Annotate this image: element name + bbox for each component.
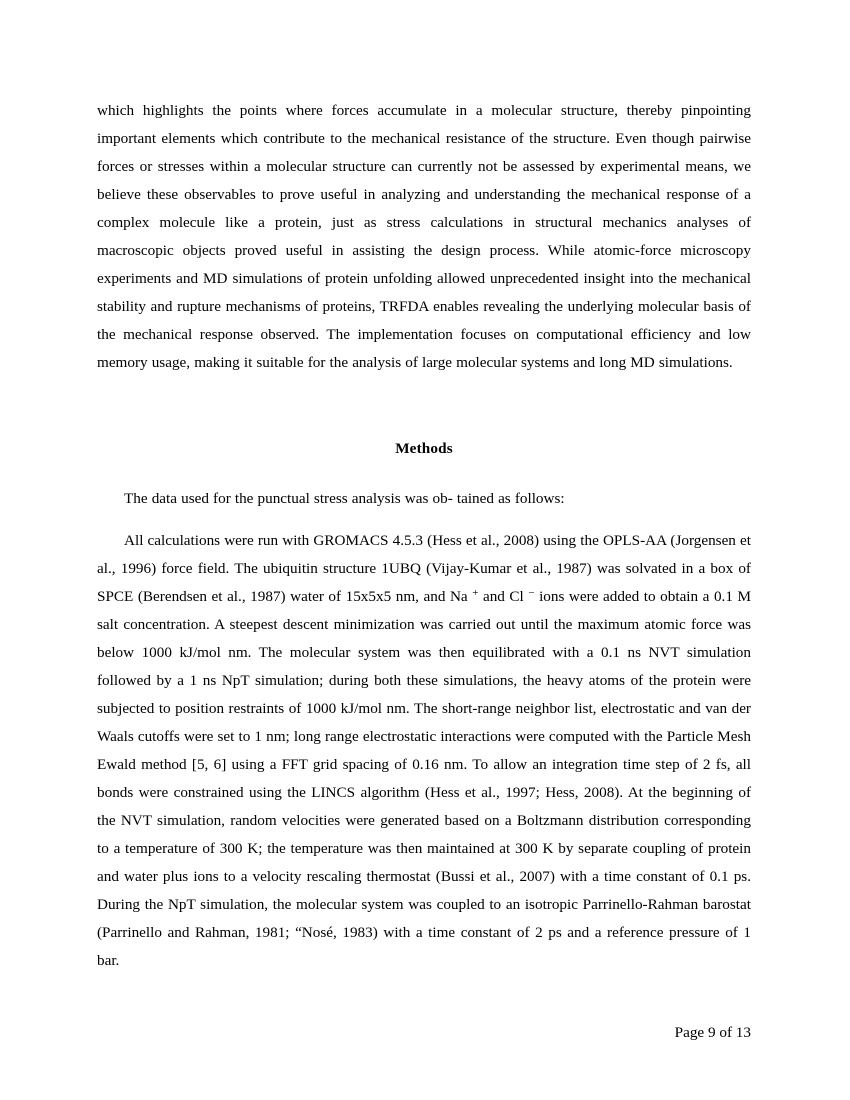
chloride-ion-charge-superscript: − [528, 587, 535, 600]
page-footer [97, 1022, 751, 1044]
spacer-between-paragraphs [97, 513, 751, 527]
spacer-before-heading [97, 377, 751, 435]
paragraph-methods-main [97, 527, 751, 975]
sodium-ion-charge-superscript: + [472, 587, 479, 600]
paragraph-methods-intro: The data used for the punctual stress analysis was ob- tained as follows: [124, 490, 565, 507]
spacer-after-heading [97, 463, 751, 485]
methods-main-text-part-2: and Cl [478, 588, 529, 605]
paragraph-continued-intro: which highlights the points where forces accumulate in a molecular structure, thereby pinpointing important elements which contribute to the mechanical resistance of the structure. Even though pairwise forces or stresses within a molecular structure can currently not be assessed by experimental means, we believe these observables to prove useful in analyzing and understanding the mechanical response of a complex molecule like a protein, just as stress calculations in structural mechanics analyses of macroscopic objects proved useful in assisting the design process. While atomic-force microscopy experiments and MD simulations of protein unfolding allowed unprecedented insight into the mechanical stability and rupture mechanisms of proteins, TRFDA enables revealing the underlying molecular basis of the mechanical response observed. The implementation focuses on computational efficiency and low memory usage, making it suitable for the analysis of large molecular systems and long MD simulations. [97, 102, 751, 371]
page-number-label: Page 9 of 13 [674, 1024, 751, 1041]
section-heading-methods: Methods [395, 440, 453, 457]
methods-main-text-part-3: ions were added to obtain a 0.1 M salt concentration. A steepest descent minimization was carried out until the maximum atomic force was below 1000 kJ/mol nm. The molecular system was then equilibrated with a 0.1 ns NVT simulation followed by a 1 ns NpT simulation; during both these simulations, the heavy atoms of the protein were subjected to position restraints of 1000 kJ/mol nm. The short-range neighbor list, electrostatic and van der Waals cutoffs were set to 1 nm; long range electrostatic interactions were computed with the Particle Mesh Ewald method [5, 6] using a FFT grid spacing of 0.16 nm. To allow an integration time step of 2 fs, all bonds were constrained using the LINCS algorithm (Hess et al., 1997; Hess, 2008). At the beginning of the NVT simulation, random velocities were generated based on a Boltzmann distribution corresponding to a temperature of 300 K; the temperature was then maintained at 300 K by separate coupling of protein and water plus ions to a velocity rescaling thermostat (Bussi et al., 2007) with a time constant of 0.1 ps. During the NpT simulation, the molecular system was coupled to an isotropic Parrinello-Rahman barostat (Parrinello and Rahman, 1981; “Nosé, 1983) with a time constant of 2 ps and a reference pressure of 1 bar. [97, 588, 751, 969]
page-body [97, 97, 751, 975]
methods-main-text-part-1: All calculations were run with GROMACS 4.5.3 (Hess et al., 2008) using the OPLS-AA (Jorgensen et al., 1996) force field. The ubiquitin structure 1UBQ (Vijay-Kumar et al., 1987) was solvated in a box of SPCE (Berendsen et al., 1987) water of 15x5x5 nm, and Na [97, 532, 751, 605]
